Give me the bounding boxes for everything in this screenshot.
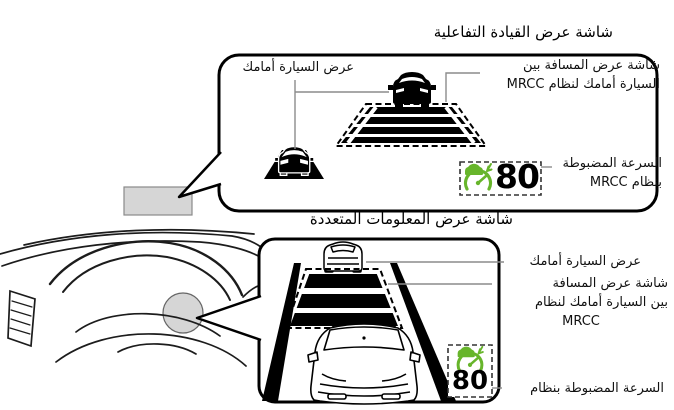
own-vehicle-outline-icon — [308, 324, 420, 405]
vehicle-ahead-label-bottom: عرض السيارة أمامك — [529, 254, 641, 269]
multi-information-display-circle — [163, 293, 203, 333]
multi-information-display-title: شاشة عرض المعلومات المتعددة — [309, 210, 513, 228]
set-speed-label-top — [550, 154, 662, 192]
active-driving-display-title: شاشة عرض القيادة التفاعلية — [433, 23, 613, 41]
distance-label-bottom-line3: MRCC — [562, 314, 600, 329]
set-speed-value-bottom: 80 — [451, 366, 489, 396]
distance-label-top — [482, 56, 660, 94]
set-speed-label-top-line1: السرعة المضبوطة — [562, 156, 662, 171]
air-vent-icon — [8, 291, 35, 346]
dashboard-sketch — [0, 230, 264, 366]
distance-label-bottom-line1: شاشة عرض المسافة — [552, 276, 668, 291]
set-speed-label-top-line2: بنظام MRCC — [589, 175, 662, 190]
distance-label-bottom — [494, 274, 668, 331]
active-driving-display-rectangle — [124, 187, 192, 215]
vehicle-ahead-outline-icon — [324, 242, 362, 272]
set-speed-label-bottom: السرعة المضبوطة بنظام — [530, 381, 664, 396]
bottom-callout-pointer — [197, 296, 261, 340]
distance-label-top-line2: السيارة أمامك لنظام MRCC — [506, 77, 660, 92]
set-speed-value-top: 80 — [495, 157, 539, 196]
distance-label-top-line1: شاشة عرض المسافة بين — [522, 58, 660, 73]
vehicle-ahead-label-top: عرض السيارة أمامك — [242, 60, 354, 75]
top-callout-pointer — [179, 152, 221, 197]
distance-label-bottom-line2: بين السيارة أمامك لنظام — [535, 295, 668, 310]
